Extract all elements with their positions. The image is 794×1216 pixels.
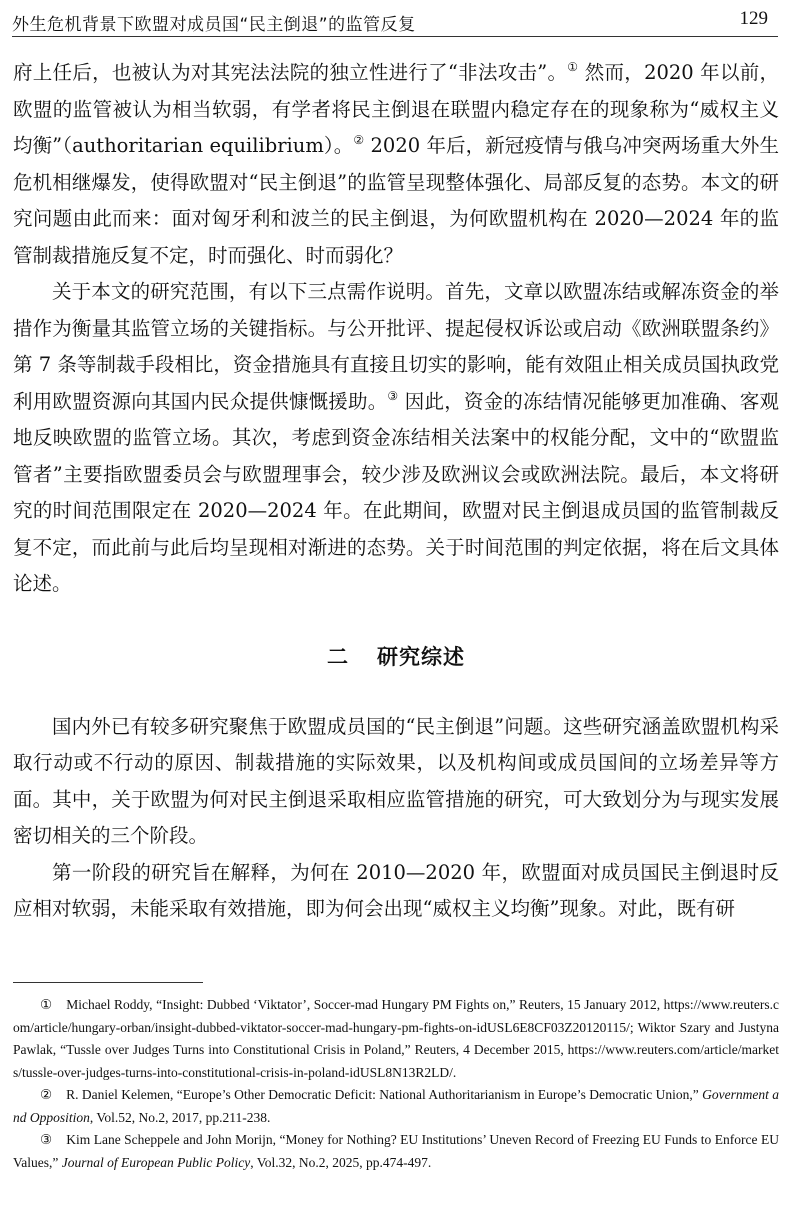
footnote-text: Kim Lane Scheppele and John Morijn, “Money for Nothing? EU Institutions’ Uneven Record of Freezing EU Funds to Enforce EU Values,”: [13, 1132, 779, 1170]
text-run: 府上任后，也被认为对其宪法法院的独立性进行了“非法攻击”。: [13, 61, 568, 84]
page-number: 129: [739, 8, 768, 29]
running-title: 外生危机背景下欧盟对成员国“民主倒退”的监管反复: [12, 15, 416, 35]
footnote-text: , Vol.32, No.2, 2025, pp.474-497.: [250, 1154, 432, 1170]
paragraph: [13, 55, 779, 274]
footnote-divider: [13, 982, 203, 983]
footnote-mark: ①: [40, 997, 53, 1012]
footnote-3: [13, 1129, 779, 1174]
body-text: [13, 55, 779, 928]
footnote-text: Michael Roddy, “Insight: Dubbed ‘Viktator’, Soccer-mad Hungary PM Fights on,” Reuters, 15 January 2012, https://www.reuters.com/article/hungary-orban/insight-dubbed-viktator-soccer-mad-hungary-pm-fights-on-idUSL6E8CF03Z20120115/; Wiktor Szary and Justyna Pawlak, “Tussle over Judges Turns into Constitutional Crisis in Poland,” Reuters, 4 December 2015, https://www.reuters.com/article/markets/tussle-over-judges-turns-into-constitutional-crisis-in-poland-idUSL8N13R2LD/.: [13, 997, 779, 1080]
text-run: 因此，资金的冻结情况能够更加准确、客观地反映欧盟的监管立场。其次，考虑到资金冻结相关法案中的权能分配，文中的“欧盟监管者”主要指欧盟委员会与欧盟理事会，较少涉及欧洲议会或欧洲法院。最后，本文将研究的时间范围限定在 2020—2024 年。在此期间，欧盟对民主倒退成员国的监管制裁反复不定，而此前与此后均呈现相对渐进的态势。关于时间范围的判定依据，将在后文具体论述。: [13, 389, 779, 595]
text-run: 关于本文的研究范围，有以下三点需作说明。首先，文章以欧盟冻结或解冻资金的举措作为衡量其监管立场的关键指标。与公开批评、提起侵权诉讼或启动《欧洲联盟条约》第 7 条等制裁手段相比，资金措施具有直接且切实的影响，能有效阻止相关成员国执政党利用欧盟资源向其国内民众提供慷慨援助。: [13, 280, 779, 413]
paragraph: 第一阶段的研究旨在解释，为何在 2010—2020 年，欧盟面对成员国民主倒退时反应相对软弱，未能采取有效措施，即为何会出现“威权主义均衡”现象。对此，既有研: [13, 860, 779, 920]
footnote-text: R. Daniel Kelemen, “Europe’s Other Democratic Deficit: National Authoritarianism in Europe’s Democratic Union,”: [66, 1087, 703, 1102]
footnote-ref-1[interactable]: ①: [567, 60, 579, 74]
paragraph: 国内外已有较多研究聚焦于欧盟成员国的“民主倒退”问题。这些研究涵盖欧盟机构采取行动或不行动的原因、制裁措施的实际效果，以及机构间或成员国间的立场差异等方面。其中，关于欧盟为何对民主倒退采取相应监管措施的研究，可大致划分为与现实发展密切相关的三个阶段。: [13, 714, 779, 847]
footnote-mark: ②: [40, 1087, 53, 1102]
footnote-text: , Vol.52, No.2, 2017, pp.211-238.: [89, 1109, 271, 1125]
journal-title: Journal of European Public Policy: [61, 1154, 251, 1170]
section-heading: [13, 637, 779, 677]
journal-title: Government and Opposition: [13, 1087, 779, 1125]
text-run: 2020 年后，新冠疫情与俄乌冲突两场重大外生危机相继爆发，使得欧盟对“民主倒退”的监管呈现整体强化、局部反复的态势。本文的研究问题由此而来：面对匈牙利和波兰的民主倒退，为何欧盟机构在 2020—2024 年的监管制裁措施反复不定，时而强化、时而弱化？: [13, 134, 779, 267]
section-number: 二: [327, 644, 349, 669]
footnote-2: [13, 1084, 779, 1129]
footnote-mark: ③: [40, 1132, 53, 1147]
paragraph: [13, 274, 779, 603]
footnote-1: [13, 994, 779, 1084]
section-title: 研究综述: [377, 644, 465, 669]
footnote-ref-2[interactable]: ②: [353, 133, 365, 147]
text-run: 然而，2020 年以前，欧盟的监管被认为相当软弱，有学者将民主倒退在联盟内稳定存在的现象称为“威权主义均衡”（authoritarian equilibrium）。: [13, 61, 779, 157]
footnote-ref-3[interactable]: ③: [387, 388, 399, 403]
running-header: [12, 6, 778, 37]
footnotes: [13, 994, 779, 1174]
